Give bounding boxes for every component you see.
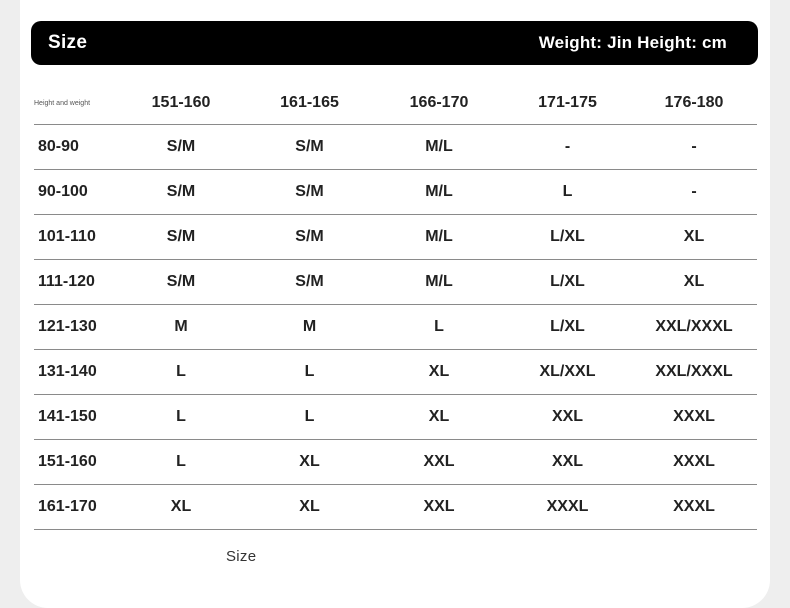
header-title: Size — [48, 32, 88, 53]
size-cell: S/M — [117, 260, 245, 305]
size-cell: M/L — [374, 260, 504, 305]
size-cell: XL — [374, 395, 504, 440]
size-cell: XXXL — [631, 485, 757, 530]
row-weight-label: 161-170 — [34, 485, 117, 530]
size-cell: L — [117, 440, 245, 485]
size-table — [34, 82, 757, 530]
table-row — [34, 485, 757, 530]
row-weight-label: 131-140 — [34, 350, 117, 395]
table-row — [34, 215, 757, 260]
corner-label: Height and weight — [34, 82, 117, 125]
table-row — [34, 350, 757, 395]
table-row — [34, 260, 757, 305]
table-row — [34, 305, 757, 350]
size-cell: S/M — [245, 215, 374, 260]
size-cell: - — [504, 125, 631, 170]
size-cell: S/M — [245, 260, 374, 305]
size-cell: L/XL — [504, 260, 631, 305]
size-cell: L — [245, 350, 374, 395]
table-row — [34, 125, 757, 170]
size-cell: XXL — [504, 440, 631, 485]
row-weight-label: 141-150 — [34, 395, 117, 440]
size-cell: M/L — [374, 125, 504, 170]
size-cell: M/L — [374, 170, 504, 215]
size-cell: XXL — [374, 485, 504, 530]
column-header: 151-160 — [117, 82, 245, 125]
size-cell: L/XL — [504, 215, 631, 260]
footer-caption: Size — [226, 548, 257, 565]
size-cell: XXL — [374, 440, 504, 485]
size-cell: XL — [374, 350, 504, 395]
size-cell: L — [245, 395, 374, 440]
size-cell: M — [245, 305, 374, 350]
size-cell: L — [504, 170, 631, 215]
size-cell: S/M — [117, 170, 245, 215]
size-cell: M — [117, 305, 245, 350]
size-cell: XXXL — [631, 440, 757, 485]
table-row — [34, 170, 757, 215]
row-weight-label: 80-90 — [34, 125, 117, 170]
size-cell: M/L — [374, 215, 504, 260]
row-weight-label: 101-110 — [34, 215, 117, 260]
size-cell: XL — [631, 260, 757, 305]
size-cell: XL/XXL — [504, 350, 631, 395]
size-cell: XXL/XXXL — [631, 350, 757, 395]
size-cell: L — [117, 395, 245, 440]
size-cell: XXL — [504, 395, 631, 440]
size-cell: S/M — [117, 125, 245, 170]
header-units-note: Weight: Jin Height: cm — [538, 33, 727, 52]
size-cell: XXL/XXXL — [631, 305, 757, 350]
column-header: 176-180 — [631, 82, 757, 125]
size-cell: S/M — [245, 125, 374, 170]
size-cell: - — [631, 170, 757, 215]
table-row — [34, 395, 757, 440]
table-header-row — [34, 82, 757, 125]
size-cell: XL — [631, 215, 757, 260]
size-cell: XXXL — [631, 395, 757, 440]
size-cell: XXXL — [504, 485, 631, 530]
size-cell: XL — [245, 440, 374, 485]
row-weight-label: 111-120 — [34, 260, 117, 305]
size-cell: XL — [117, 485, 245, 530]
column-header: 166-170 — [374, 82, 504, 125]
row-weight-label: 121-130 — [34, 305, 117, 350]
column-header: 171-175 — [504, 82, 631, 125]
size-cell: S/M — [117, 215, 245, 260]
column-header: 161-165 — [245, 82, 374, 125]
size-header-bar — [31, 21, 758, 65]
table-row — [34, 440, 757, 485]
size-cell: L/XL — [504, 305, 631, 350]
size-cell: XL — [245, 485, 374, 530]
size-cell: L — [374, 305, 504, 350]
row-weight-label: 151-160 — [34, 440, 117, 485]
size-cell: L — [117, 350, 245, 395]
size-cell: - — [631, 125, 757, 170]
row-weight-label: 90-100 — [34, 170, 117, 215]
size-cell: S/M — [245, 170, 374, 215]
